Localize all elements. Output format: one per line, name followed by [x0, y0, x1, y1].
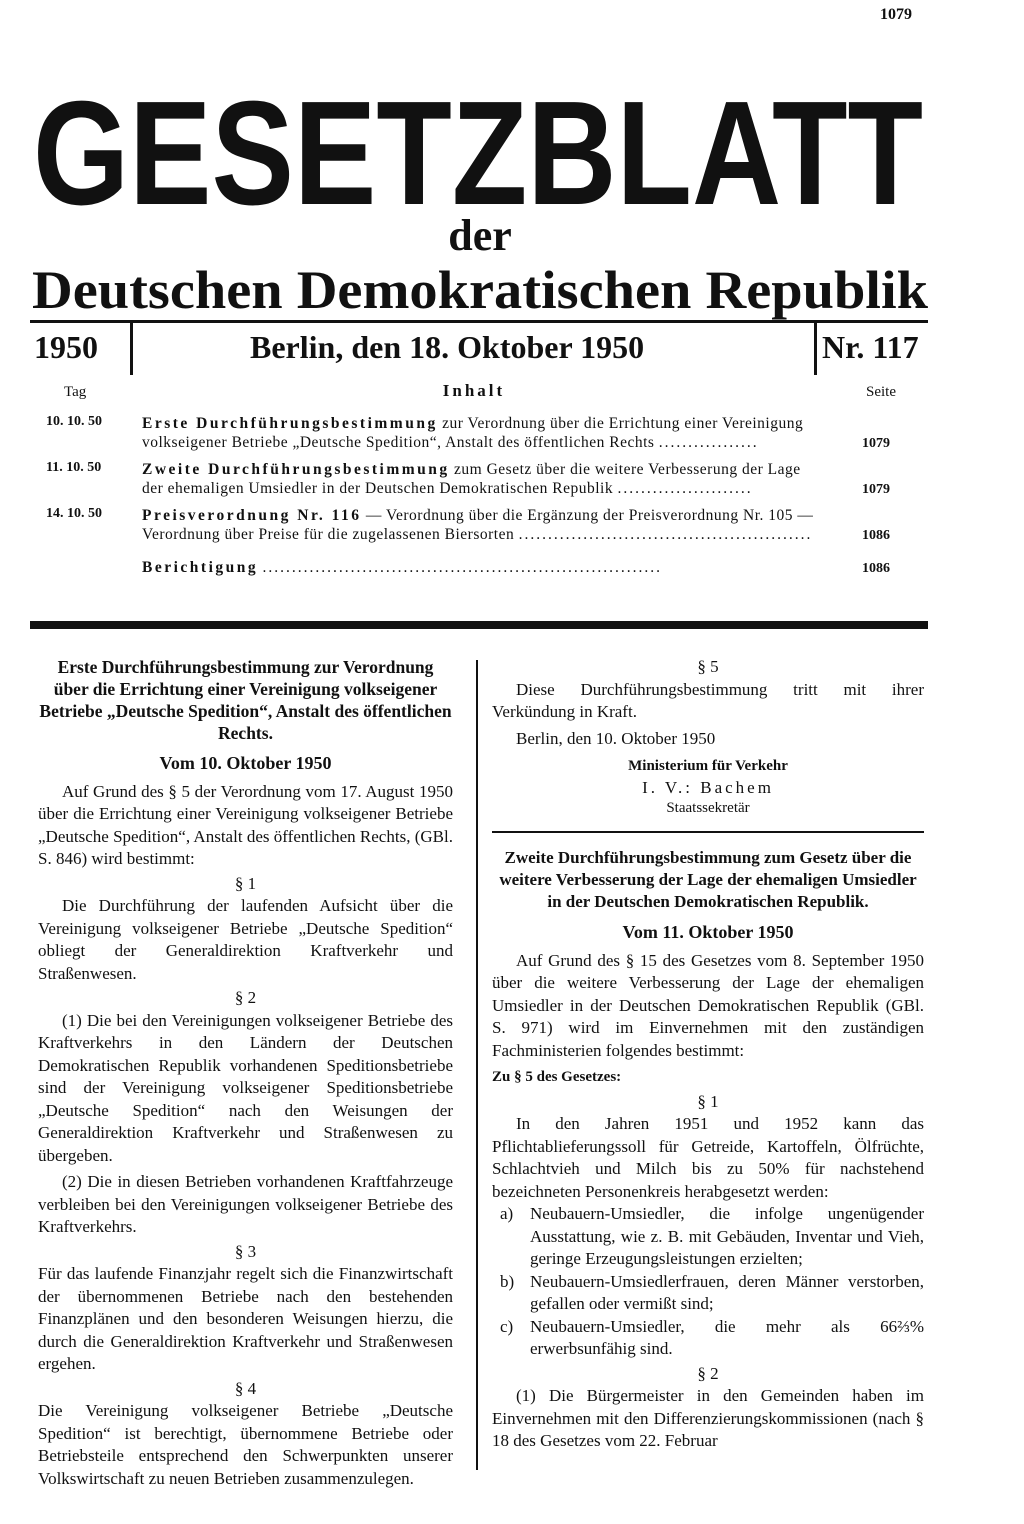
issue-bar — [30, 320, 928, 377]
intro-paragraph: Auf Grund des § 5 der Verordnung vom 17. August 1950 über die Errichtung einer Vereinigung volkseigener Betriebe „Deutsche Spedition“, Anstalt des öffentlichen Rechts, (GBl. S. 846) wird bestimmt: — [38, 781, 453, 868]
section-rule — [30, 621, 928, 629]
place-date: Berlin, den 10. Oktober 1950 — [516, 728, 716, 748]
paragraph-text: Die Vereinigung volkseigener Betriebe „Deutsche Spedition“ ist berechtigt, übernommene Betriebe oder Betriebsteile entsprechend den Schwerpunkten unserer Volkswirtschaft zu neuen Betrieben zusammenzulegen. — [38, 1401, 453, 1488]
list-text: Neubauern-Umsiedler, die mehr als 66⅔% erwerbsunfähig sind. — [530, 1316, 924, 1358]
toc-seite-label: Seite — [866, 384, 896, 400]
toc-entry: 11. 10. 50 Zweite Durchführungsbestimmung zum Gesetz über die weitere Verbesserung der Lage der ehemaligen Umsiedler in der Deutschen Demokratischen Republik ....................... 1079 — [46, 460, 890, 497]
column-divider — [476, 660, 478, 1470]
paragraph-heading: § 4 — [234, 1378, 257, 1398]
divider — [814, 323, 817, 375]
toc-heading: Inhalt — [442, 381, 506, 400]
subsection-label: Zu § 5 des Gesetzes: — [492, 1069, 622, 1085]
paragraph-heading: § 1 — [697, 1091, 719, 1111]
paragraph-text: Die Durchführung der laufenden Aufsicht über die Vereinigung volkseigener Betriebe „Deutsche Spedition“ obliegt der Generaldirektion Kraftverkehr und Straßenwesen. — [38, 896, 453, 983]
paragraph-text: In den Jahren 1951 und 1952 kann das Pflichtablieferungssoll für Getreide, Kartoffeln, Ölfrüchte, Schlachtvieh und Milch bis zu 50% für nachstehend bezeichneten Personenkreis herabgesetzt werden: — [492, 1114, 924, 1201]
toc-entry-text: zum Gesetz über die weitere Verbesserung der Lage der ehemaligen Umsiedler in der Deutschen Demokratischen Republik — [142, 461, 801, 497]
toc-entry-date: 14. 10. 50 — [46, 506, 102, 521]
paragraph-heading: § 2 — [697, 1363, 719, 1383]
list-label: c) — [500, 1316, 514, 1336]
toc-entry-page: 1079 — [862, 436, 890, 451]
toc-entry-text: zur Verordnung über die Errichtung einer Vereinigung volkseigener Betriebe „Deutsche Spedition“, Anstalt des öffentlichen Rechts — [142, 415, 804, 451]
list-item — [500, 1203, 924, 1271]
paragraph-heading: § 1 — [234, 873, 257, 893]
right-column — [492, 656, 924, 1453]
section-title: Erste Durchführungsbestimmung zur Verordnung über die Errichtung einer Vereinigung volkseigener Betriebe „Deutsche Spedition“, Anstalt des öffentlichen Rechts. — [39, 657, 452, 743]
issue-number: Nr. 117 — [822, 329, 919, 365]
signer-name: I. V.: Bachem — [642, 778, 774, 797]
section-date: Vom 11. Oktober 1950 — [622, 922, 794, 942]
masthead-republic — [30, 258, 930, 320]
toc-entry-lead: Erste Durchführungsbestimmung — [142, 415, 438, 432]
intro-paragraph: Auf Grund des § 15 des Gesetzes vom 8. September 1950 über die weitere Verbesserung der Lage der ehemaligen Umsiedler in der Deutschen Demokratischen Republik (GBl. S. 971) wird im Einvernehmen mit den zuständigen Fachministerien folgendes bestimmt: — [492, 950, 924, 1060]
toc-entry: 14. 10. 50 Preisverordnung Nr. 116 — Verordnung über die Ergänzung der Preisverordnung Nr. 105 — Verordnung über Preise für die zugelassenen Biersorten .................................................. 1086 — [46, 506, 890, 543]
list-text: Neubauern-Umsiedlerfrauen, deren Männer verstorben, gefallen oder vermißt sind; — [530, 1271, 924, 1313]
section-date: Vom 10. Oktober 1950 — [159, 753, 332, 773]
gesetzblatt-title: GESETZBLATT — [33, 86, 923, 216]
section-title: Zweite Durchführungsbestimmung zum Gesetz über die weitere Verbesserung der Lage der ehemaligen Umsiedler in der Deutschen Demokratischen Republik. — [499, 848, 917, 911]
toc-entry-text: — Verordnung über die Ergänzung der Preisverordnung Nr. 105 — Verordnung über Preise für die zugelassenen Biersorten — [142, 507, 814, 543]
divider — [130, 323, 133, 375]
masthead-der: der — [448, 211, 512, 260]
list-label: b) — [500, 1271, 515, 1291]
toc-entry-lead: Preisverordnung Nr. 116 — [142, 507, 362, 524]
toc-entry: Berichtigung .................................................................... 1086 — [142, 559, 890, 576]
toc-entry-lead: Berichtigung — [142, 559, 259, 576]
paragraph-heading: § 3 — [234, 1241, 257, 1261]
paragraph-heading: § 2 — [234, 988, 257, 1007]
table-of-contents — [44, 381, 904, 577]
paragraph-text: (2) Die in diesen Betrieben vorhandenen Kraftfahrzeuge verbleiben bei den Vereinigungen volkseigener Betriebe des Kraftverkehrs. — [38, 1172, 453, 1236]
paragraph-text: Diese Durchführungsbestimmung tritt mit ihrer Verkündung in Kraft. — [492, 679, 924, 721]
signer-title: Staatssekretär — [666, 800, 750, 816]
masthead-title — [28, 86, 928, 216]
paragraph-text: Für das laufende Finanzjahr regelt sich die Finanzwirtschaft der übernommenen Betriebe nach den bestehenden Finanzplänen und den besonderen Weisungen hierzu, die durch die Generaldirektion Kraftverkehr und Straßenwesen ergehen. — [38, 1264, 453, 1373]
toc-entry-page: 1086 — [862, 528, 890, 543]
section-separator — [492, 831, 924, 833]
issue-year: 1950 — [34, 329, 98, 365]
issue-date: Berlin, den 18. Oktober 1950 — [250, 329, 645, 365]
paragraph-text: (1) Die Bürgermeister in den Gemeinden haben im Einvernehmen mit den Differenzierungskommissionen (nach § 18 des Gesetzes vom 22. Februar — [492, 1386, 924, 1450]
toc-entry-date: 10. 10. 50 — [46, 414, 102, 429]
toc-entry-lead: Zweite Durchführungsbestimmung — [142, 461, 450, 478]
ministry-name: Ministerium für Verkehr — [628, 758, 788, 774]
paragraph-text: (1) Die bei den Vereinigungen volkseigener Betriebe des Kraftverkehrs in den Ländern der Deutschen Demokratischen Republik vorhandenen Speditionsbetriebe sind der Vereinigung volkseigener Speditionsbetriebe „Deutsche Spedition“ nach den Weisungen der Generaldirektion Kraftverkehr und Straßenwesen zu übergeben. — [38, 1010, 453, 1165]
list-item — [500, 1271, 924, 1316]
toc-entry-date: 11. 10. 50 — [46, 460, 102, 475]
list-label: a) — [500, 1204, 514, 1223]
paragraph-heading: § 5 — [697, 657, 719, 676]
list-text: Neubauern-Umsiedler, die infolge ungenügender Ausstattung, wie z. B. mit Gebäuden, Inventar und Vieh, geringe Erzeugungsleistungen erzielten; — [530, 1204, 924, 1268]
republic-name: Deutschen Demokratischen Republik — [32, 260, 928, 320]
toc-entry: 10. 10. 50 Erste Durchführungsbestimmung zur Verordnung über die Errichtung einer Vereinigung volkseigener Betriebe „Deutsche Spedition“, Anstalt des öffentlichen Rechts ................. 1079 — [46, 414, 890, 451]
toc-tag-label: Tag — [64, 384, 87, 400]
list-item — [500, 1316, 924, 1361]
signature-block — [492, 756, 924, 819]
page-number: 1079 — [880, 6, 912, 23]
left-column — [38, 656, 453, 1490]
toc-entry-page: 1079 — [862, 482, 890, 497]
toc-entry-page: 1086 — [862, 561, 890, 576]
